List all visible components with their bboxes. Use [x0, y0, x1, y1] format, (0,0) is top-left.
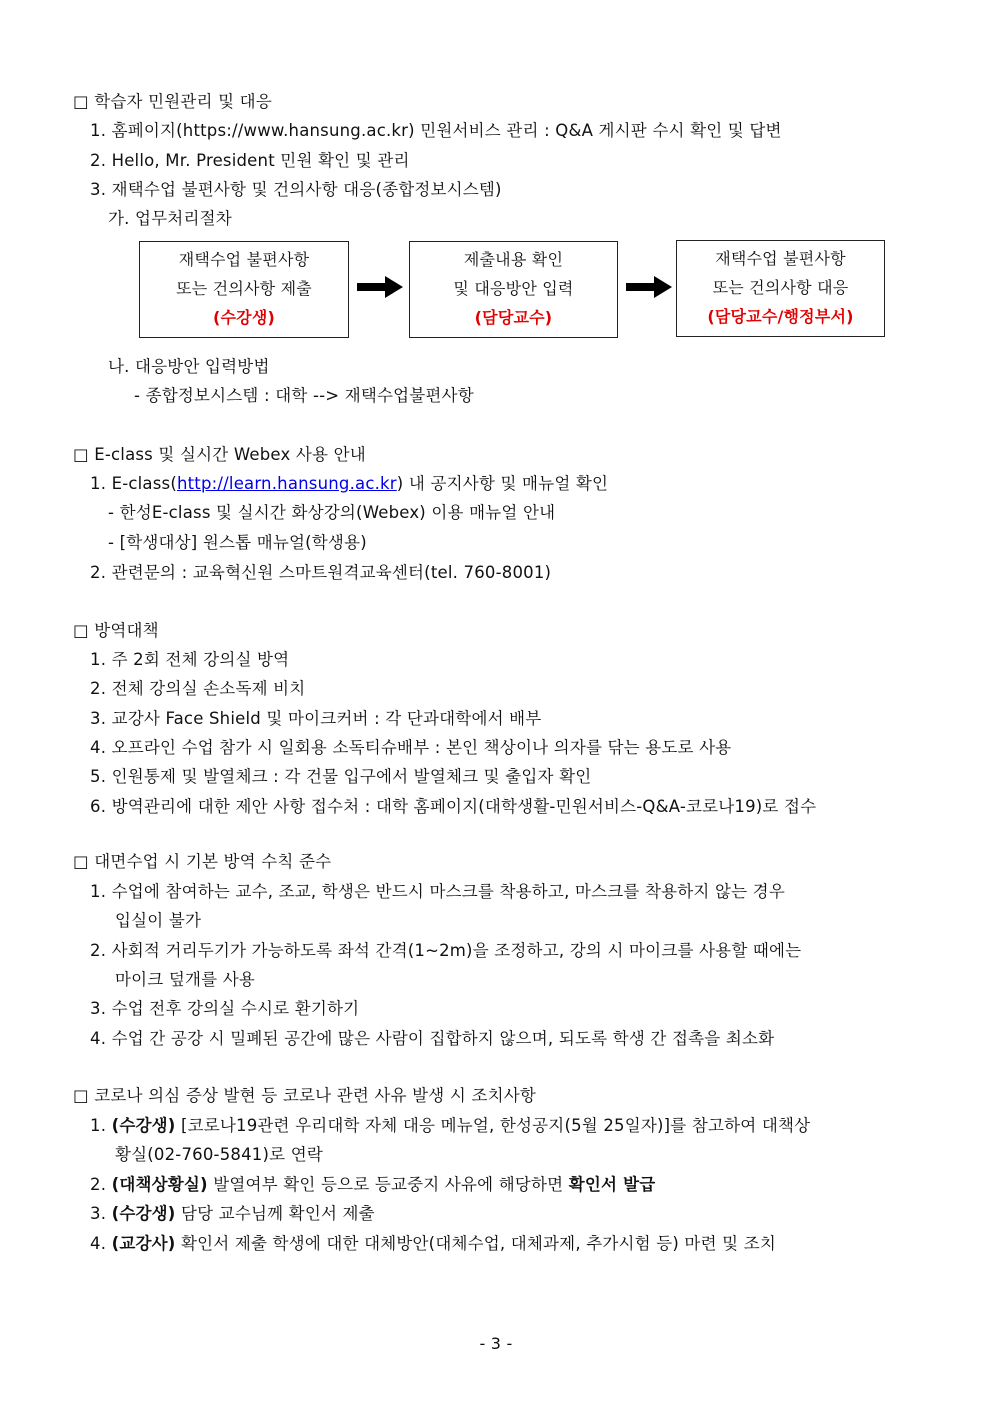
list-item-continued: 마이크 덮개를 사용 [115, 970, 256, 989]
section-heading-eclass: □ E-class 및 실시간 Webex 사용 안내 [73, 445, 366, 464]
list-item: 4. 오프라인 수업 참가 시 일회용 소독티슈배부 : 본인 책상이나 의자를 닦는 용도로 사용 [90, 738, 732, 757]
text: 발열여부 확인 등으로 등교중지 사유에 해당하면 [207, 1175, 569, 1194]
item-number: 1. [90, 1116, 107, 1135]
arrow-right-icon [357, 276, 403, 298]
emphasis: 확인서 발급 [568, 1175, 656, 1194]
sub-heading: 가. 업무처리절차 [108, 209, 232, 228]
actor-label: (수강생) [111, 1116, 176, 1135]
list-item: 3. 수업 전후 강의실 수시로 환기하기 [90, 999, 360, 1018]
actor-label: (대책상황실) [111, 1175, 208, 1194]
item-number: 4. [90, 1234, 107, 1253]
eclass-link[interactable]: http://learn.hansung.ac.kr [176, 474, 397, 493]
list-item: 2. 관련문의 : 교육혁신원 스마트원격교육센터(tel. 760-8001) [90, 563, 552, 582]
text: [코로나19관련 우리대학 자체 대응 메뉴얼, 한성공지(5월 25일자)]를 참고하여 대책상 [175, 1116, 811, 1135]
section-heading-quarantine: □ 방역대책 [73, 621, 159, 640]
flow-box-line: 재택수업 불편사항 [178, 250, 310, 269]
list-item: 1. 수업에 참여하는 교수, 조교, 학생은 반드시 마스크를 착용하고, 마스크를 착용하지 않는 경우 [90, 882, 785, 901]
list-item [90, 1203, 375, 1225]
list-item: 3. 교강사 Face Shield 및 마이크커버 : 각 단과대학에서 배부 [90, 709, 542, 728]
flow-box-line: 또는 건의사항 대응 [712, 278, 849, 297]
item-number: 3. [90, 1204, 107, 1223]
section-heading-rules: □ 대면수업 시 기본 방역 수칙 준수 [73, 852, 332, 871]
list-item: - 한성E-class 및 실시간 화상강의(Webex) 이용 매뉴얼 안내 [108, 503, 556, 522]
list-item: 2. 사회적 거리두기가 가능하도록 좌석 간격(1~2m)을 조정하고, 강의 시 마이크를 사용할 때에는 [90, 941, 802, 960]
list-item-continued: 입실이 불가 [115, 911, 202, 930]
list-item: 5. 인원통제 및 발열체크 : 각 건물 입구에서 발열체크 및 출입자 확인 [90, 767, 592, 786]
flow-box-respond [676, 240, 885, 337]
list-item: 4. 수업 간 공강 시 밀폐된 공간에 많은 사람이 집합하지 않으며, 되도록 학생 간 접촉을 최소화 [90, 1029, 775, 1048]
text: ) 내 공지사항 및 매뉴얼 확인 [396, 474, 609, 493]
list-item [90, 1115, 810, 1137]
list-item [90, 473, 608, 495]
list-item: - 종합정보시스템 : 대학 --> 재택수업불편사항 [134, 386, 474, 405]
flow-box-line: 제출내용 확인 [463, 250, 564, 269]
list-item: 1. 홈페이지(https://www.hansung.ac.kr) 민원서비스 관리 : Q&A 게시판 수시 확인 및 답변 [90, 121, 782, 140]
list-item: 3. 재택수업 불편사항 및 건의사항 대응(종합정보시스템) [90, 180, 502, 199]
flow-box-actor: (수강생) [213, 308, 275, 327]
actor-label: (수강생) [111, 1204, 176, 1223]
list-item: - [학생대상] 원스톱 매뉴얼(학생용) [108, 533, 367, 552]
item-number: 2. [90, 1175, 107, 1194]
flow-box-actor: (담당교수/행정부서) [707, 307, 854, 326]
flow-box-line: 및 대응방안 입력 [453, 279, 574, 298]
flow-box-line: 또는 건의사항 제출 [176, 279, 312, 298]
list-item: 6. 방역관리에 대한 제안 사항 접수처 : 대학 홈페이지(대학생활-민원서비스-Q&A-코로나19)로 접수 [90, 797, 817, 816]
flow-box-line: 재택수업 불편사항 [715, 249, 846, 268]
list-item-continued: 황실(02-760-5841)로 연락 [115, 1145, 324, 1164]
list-item: 2. 전체 강의실 손소독제 비치 [90, 679, 306, 698]
sub-heading: 나. 대응방안 입력방법 [108, 357, 270, 376]
page-number: - 3 - [479, 1334, 513, 1353]
actor-label: (교강사) [111, 1234, 176, 1253]
section-heading-covid-actions: □ 코로나 의심 증상 발현 등 코로나 관련 사유 발생 시 조치사항 [73, 1086, 537, 1105]
list-item: 2. Hello, Mr. President 민원 확인 및 관리 [90, 151, 410, 170]
list-item [90, 1233, 776, 1255]
flow-box-submit [139, 241, 349, 338]
list-item [90, 1174, 655, 1196]
text: 1. E-class( [90, 474, 177, 493]
list-item: 1. 주 2회 전체 강의실 방역 [90, 650, 290, 669]
text: 담당 교수님께 확인서 제출 [175, 1204, 375, 1223]
flow-box-actor: (담당교수) [474, 308, 553, 327]
flow-box-review [409, 241, 618, 338]
arrow-right-icon [626, 276, 672, 298]
section-heading-complaints: □ 학습자 민원관리 및 대응 [73, 92, 272, 111]
text: 확인서 제출 학생에 대한 대체방안(대체수업, 대체과제, 추가시험 등) 마련 및 조치 [175, 1234, 777, 1253]
